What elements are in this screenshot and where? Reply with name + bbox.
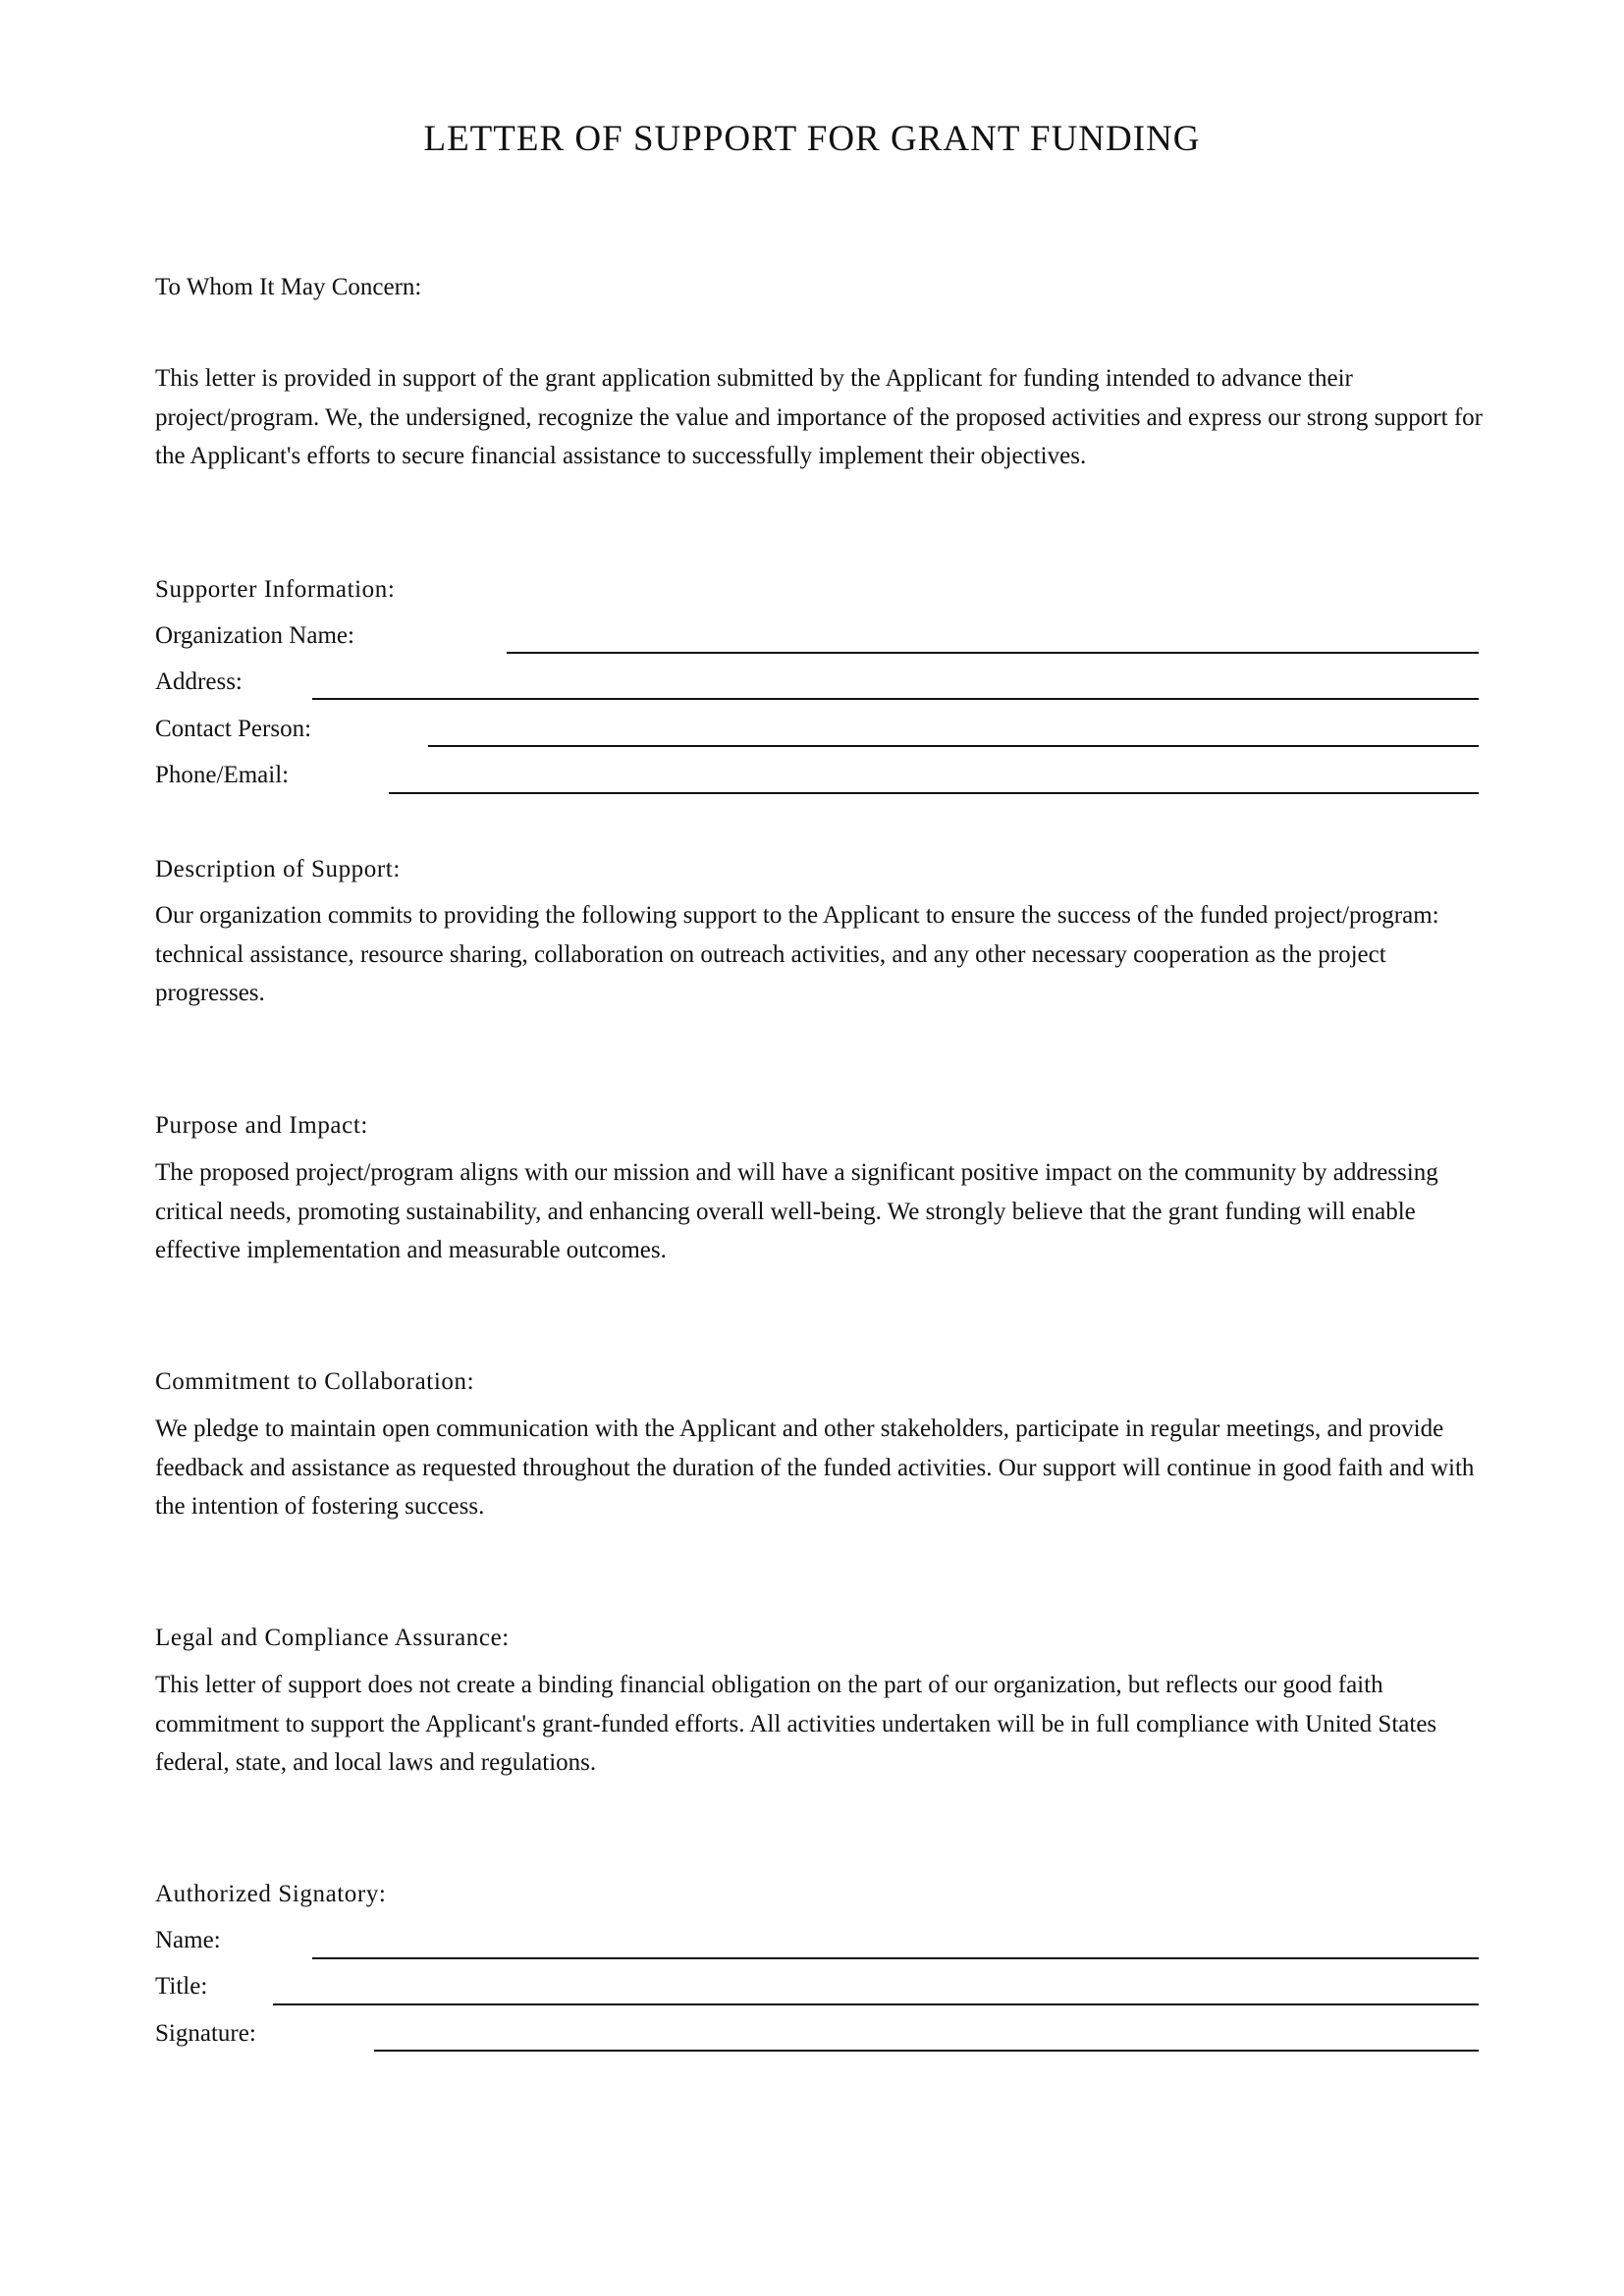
section-heading: Commitment to Collaboration:	[155, 1368, 475, 1395]
section-body: This letter of support does not create a binding financial obligation on the part of our organization, but reflects our good faith commitment to support the Applicant's grant-funded efforts. All activities undertaken will be in full compliance with United States federal, state, and local laws and regulations.	[155, 1672, 1437, 1776]
phone-email-field[interactable]	[389, 792, 1479, 794]
signatory-name-label: Name:	[155, 1927, 221, 1953]
organization-name-field[interactable]	[507, 652, 1479, 654]
section-body: We pledge to maintain open communication with the Applicant and other stakeholders, participate in regular meetings, and provide feedback and assistance as requested throughout the duration of the funded activities. Our support will continue in good faith and with the intention of fostering success.	[155, 1415, 1475, 1520]
contact-person-label: Contact Person:	[155, 716, 312, 742]
contact-person-field[interactable]	[428, 745, 1479, 747]
phone-email-label: Phone/Email:	[155, 762, 290, 788]
address-label: Address:	[155, 668, 243, 695]
section-heading: Purpose and Impact:	[155, 1112, 368, 1139]
section-heading: Legal and Compliance Assurance:	[155, 1625, 510, 1651]
signatory-name-field[interactable]	[312, 1957, 1479, 1959]
signature-field[interactable]	[374, 2050, 1479, 2052]
signatory-title-label: Title:	[155, 1973, 208, 2000]
signatory-title-field[interactable]	[273, 2003, 1479, 2005]
signature-label: Signature:	[155, 2020, 256, 2047]
document-title: LETTER OF SUPPORT FOR GRANT FUNDING	[423, 119, 1201, 159]
address-field[interactable]	[312, 698, 1479, 700]
signatory-heading: Authorized Signatory:	[155, 1881, 387, 1907]
section-body: Our organization commits to providing the following support to the Applicant to ensure the success of the funded project/program: technical assistance, resource sharing, collaboration on outreach activities, and any other necessary cooperation as the project progresses.	[155, 902, 1439, 1006]
section-body: The proposed project/program aligns with our mission and will have a significant positive impact on the community by addressing critical needs, promoting sustainability, and enhancing overall well-being. We strongly believe that the grant funding will enable effective implementation and measurable outcomes.	[155, 1159, 1438, 1263]
salutation: To Whom It May Concern:	[155, 274, 422, 300]
intro-paragraph: This letter is provided in support of the grant application submitted by the Applicant for funding intended to advance their project/program. We, the undersigned, recognize the value and importance of the proposed activities and express our strong support for the Applicant's efforts to secure financial assistance to successfully implement their objectives.	[155, 365, 1483, 469]
organization-name-label: Organization Name:	[155, 622, 354, 649]
section-heading: Description of Support:	[155, 856, 401, 882]
supporter-heading: Supporter Information:	[155, 576, 396, 603]
